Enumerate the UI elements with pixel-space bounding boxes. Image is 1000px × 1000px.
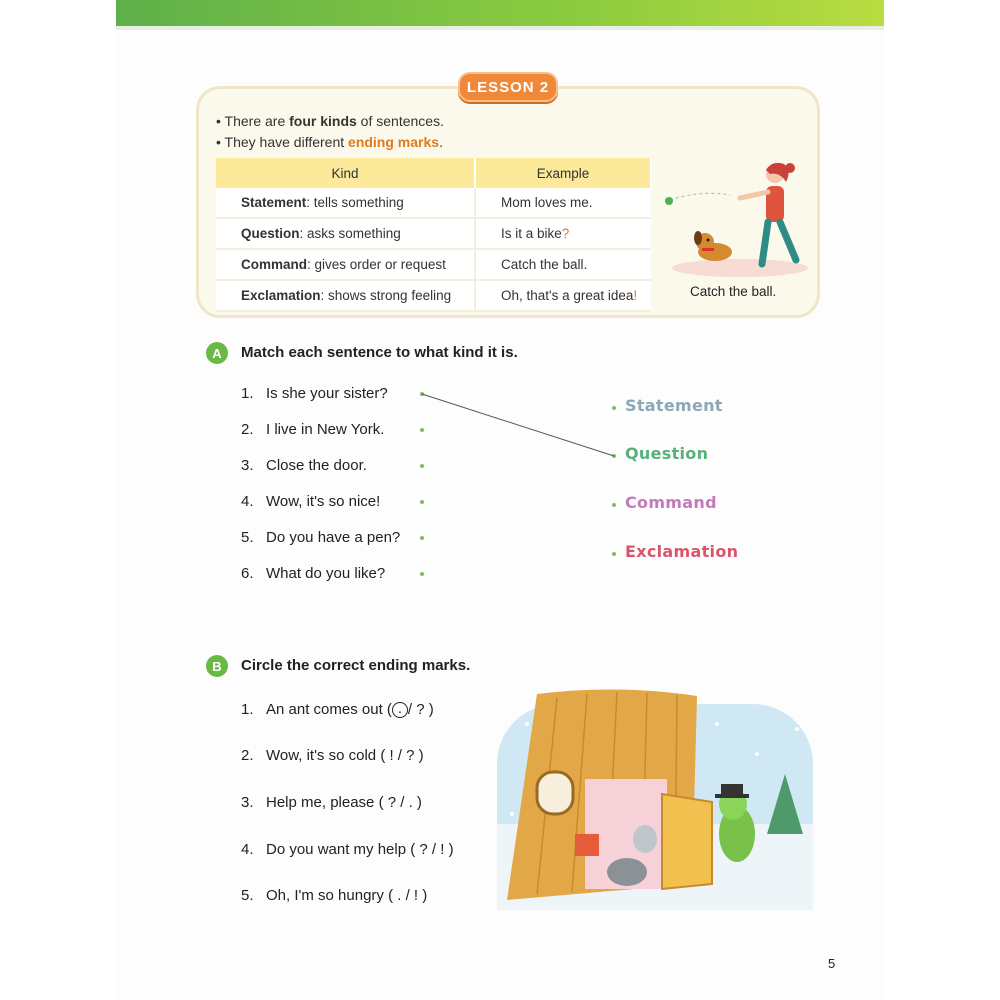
- kind-label-command: Command: [625, 493, 717, 512]
- example-cell: [475, 249, 651, 280]
- kind-desc: : gives order or request: [307, 257, 446, 272]
- intro-highlight: ending marks: [348, 134, 440, 150]
- item-number: 3.: [241, 794, 254, 811]
- item-text: Is she your sister?: [266, 385, 388, 402]
- intro-line-1: [216, 113, 444, 129]
- top-bar-shadow: [116, 26, 884, 30]
- girl-and-dog-illustration: [660, 160, 810, 280]
- section-b-badge: B: [206, 655, 228, 677]
- kind-name: Command: [241, 257, 308, 272]
- item-number: 2.: [241, 421, 254, 438]
- top-color-bar: [116, 0, 884, 26]
- example-mark: .: [583, 257, 588, 272]
- example-cell: [475, 188, 651, 218]
- item-number: 3.: [241, 457, 254, 474]
- kind-label-exclamation: Exclamation: [625, 542, 739, 561]
- item-number: 2.: [241, 747, 254, 764]
- ending-mark-item: [241, 841, 454, 858]
- circled-answer[interactable]: .: [392, 702, 408, 718]
- table-row: [216, 249, 651, 280]
- kind-name: Statement: [241, 195, 307, 210]
- item-number: 1.: [241, 701, 254, 718]
- item-text: Close the door.: [266, 457, 367, 474]
- kind-desc: : tells something: [306, 195, 404, 210]
- example-text: Catch the ball: [501, 257, 584, 272]
- match-item: [241, 385, 388, 402]
- match-item: [241, 529, 400, 546]
- intro-text: • They have different: [216, 134, 349, 150]
- item-text: Wow, it's so cold: [266, 747, 377, 764]
- illustration-caption: Catch the ball.: [690, 284, 777, 299]
- kind-cell: [216, 280, 475, 311]
- item-number: 6.: [241, 565, 254, 582]
- table-row: [216, 188, 651, 218]
- section-a-badge: A: [206, 342, 228, 364]
- ending-mark-item: [241, 887, 427, 904]
- sentence-kinds-table: [216, 158, 652, 312]
- example-mark: !: [633, 288, 638, 303]
- kind-cell: [216, 188, 475, 218]
- example-cell: [475, 218, 651, 249]
- kind-desc: : shows strong feeling: [320, 288, 452, 303]
- table-header-example: Example: [475, 158, 651, 188]
- item-text: An ant comes out: [266, 701, 383, 718]
- mark-options[interactable]: ( ? / ! ): [410, 841, 454, 858]
- match-item: [241, 565, 385, 582]
- kind-name: Question: [241, 226, 300, 241]
- intro-text: .: [439, 134, 443, 150]
- section-b-title: Circle the correct ending marks.: [241, 657, 471, 674]
- item-number: 5.: [241, 887, 254, 904]
- item-text: Oh, I'm so hungry: [266, 887, 384, 904]
- match-item: [241, 457, 367, 474]
- intro-line-2: [216, 134, 443, 150]
- match-dot-right[interactable]: [612, 552, 616, 556]
- item-text: Wow, it's so nice!: [266, 493, 381, 510]
- item-text: Help me, please: [266, 794, 375, 811]
- mark-options[interactable]: ( . / ! ): [388, 887, 428, 904]
- ending-mark-item: [241, 747, 424, 764]
- item-number: 4.: [241, 841, 254, 858]
- lesson-badge: LESSON 2: [458, 72, 558, 102]
- ant-and-grasshopper-illustration: [497, 684, 813, 910]
- mark-options[interactable]: ( ? / . ): [378, 794, 422, 811]
- match-dot-left[interactable]: [420, 500, 424, 504]
- match-dot-right[interactable]: [612, 454, 616, 458]
- kind-desc: : asks something: [299, 226, 401, 241]
- example-text: Mom loves me: [501, 195, 589, 210]
- example-text: Oh, that's a great idea: [501, 288, 634, 303]
- item-number: 1.: [241, 385, 254, 402]
- match-dot-left[interactable]: [420, 464, 424, 468]
- table-row: [216, 280, 651, 311]
- intro-text: of sentences.: [356, 113, 444, 129]
- example-text: Is it a bike: [501, 226, 562, 241]
- intro-bold: four kinds: [289, 113, 357, 129]
- item-text: What do you like?: [266, 565, 386, 582]
- match-dot-left[interactable]: [420, 392, 424, 396]
- example-cell: [475, 280, 651, 311]
- item-text: Do you want my help: [266, 841, 407, 858]
- match-dot-left[interactable]: [420, 572, 424, 576]
- page-number: 5: [828, 956, 836, 971]
- match-dot-left[interactable]: [420, 536, 424, 540]
- match-item: [241, 421, 384, 438]
- table-row: [216, 218, 651, 249]
- match-dot-right[interactable]: [612, 406, 616, 410]
- ending-mark-item: 1. An ant comes out ( . / ? ): [241, 700, 434, 718]
- kind-label-statement: Statement: [625, 396, 723, 415]
- kind-label-question: Question: [625, 444, 709, 463]
- ending-mark-item: [241, 794, 422, 811]
- example-mark: .: [588, 195, 593, 210]
- kind-name: Exclamation: [241, 288, 321, 303]
- section-a-title: Match each sentence to what kind it is.: [241, 344, 518, 361]
- item-number: 4.: [241, 493, 254, 510]
- match-dot-left[interactable]: [420, 428, 424, 432]
- item-text: Do you have a pen?: [266, 529, 401, 546]
- mark-options[interactable]: ( ! / ? ): [380, 747, 424, 764]
- match-dot-right[interactable]: [612, 503, 616, 507]
- item-number: 5.: [241, 529, 254, 546]
- item-text: I live in New York.: [266, 421, 385, 438]
- kind-cell: [216, 218, 475, 249]
- intro-text: • There are: [216, 113, 290, 129]
- table-header-kind: Kind: [216, 158, 475, 188]
- example-mark: ?: [561, 226, 570, 241]
- match-item: [241, 493, 380, 510]
- kind-cell: [216, 249, 475, 280]
